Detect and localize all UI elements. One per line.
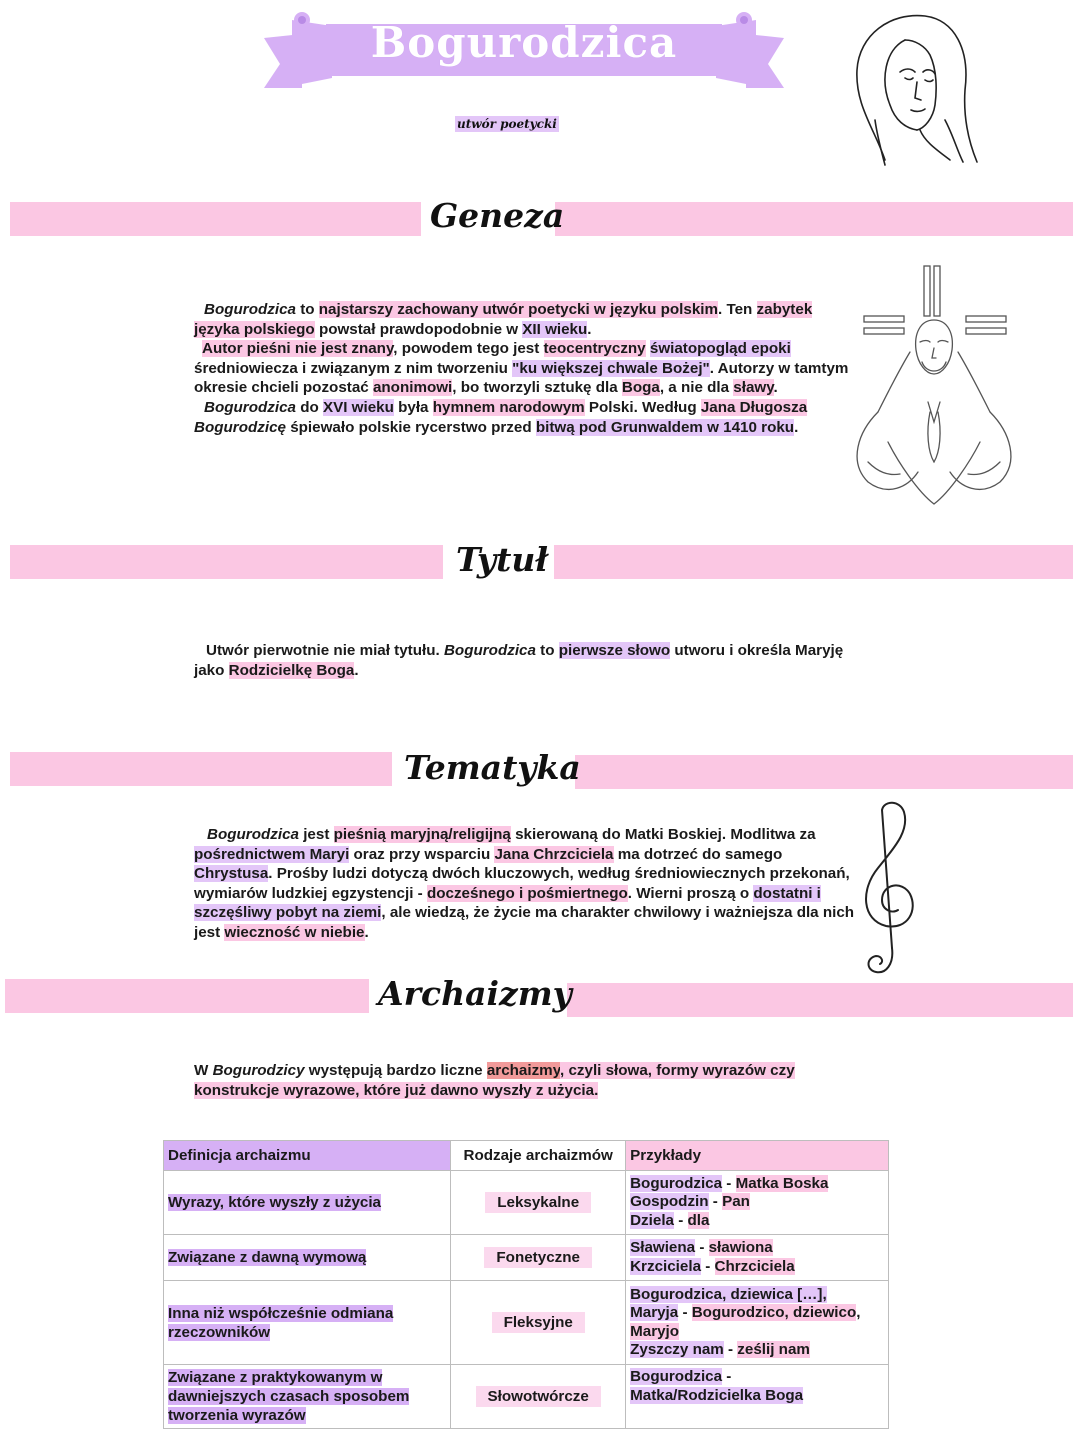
highlighted-text: Autor pieśni nie jest znany (202, 340, 394, 358)
highlighted-text: Bogurodzico, dziewico (691, 1304, 857, 1321)
tematyka-text (194, 825, 858, 943)
section-bar-right (575, 755, 1073, 789)
text-run: utworu i określa Maryję jako (194, 642, 844, 679)
definition-cell (164, 1365, 451, 1429)
text-run: oraz przy wsparciu (349, 845, 495, 863)
highlighted-text: teocentryczny (543, 340, 646, 358)
text-run: , powodem tego jest (393, 340, 544, 358)
text-run: - (722, 1174, 736, 1192)
highlighted-text: , czyli słowa, formy wyrazów czy konstrukcje wyrazowe, które już dawno wyszły z użycia. (194, 1062, 795, 1099)
text-run: . (587, 320, 592, 338)
highlighted-text: Krzciciela (630, 1257, 702, 1275)
highlighted-text: wieczność w niebie (224, 923, 365, 941)
text-run: była (393, 398, 433, 416)
example-line (630, 1212, 884, 1231)
highlighted-text: Bogurodzica (630, 1368, 723, 1385)
geneza-paragraph-3 (194, 398, 858, 437)
text-run: - (701, 1257, 715, 1275)
highlighted-text: zabytek języka polskiego (194, 301, 813, 338)
section-bar-right (554, 545, 1073, 579)
highlighted-text: Chrystusa (194, 865, 269, 883)
highlighted-text: światopogląd epoki (649, 340, 791, 358)
example-line (630, 1387, 884, 1406)
text-run: ma dotrzeć do samego (613, 845, 783, 863)
italic-title-text: Bogurodzica (204, 398, 296, 416)
kind-text: Leksykalne (485, 1192, 591, 1213)
section-bar-left (10, 752, 392, 786)
italic-title-text: Bogurodzica (204, 301, 296, 318)
example-line (630, 1175, 884, 1194)
text-run: Utwór pierwotnie nie miał tytułu. (206, 642, 444, 659)
text-run: , a nie dla (659, 379, 734, 397)
geneza-text (194, 300, 858, 437)
text-run: . (354, 661, 359, 679)
kind-cell (451, 1235, 626, 1281)
highlighted-text: najstarszy zachowany utwór poetycki w języku polskim (318, 301, 718, 318)
section-title-tematyka: Tematyka (404, 748, 581, 787)
highlighted-text: Boga (621, 379, 660, 397)
highlighted-text: anonimowi (372, 379, 453, 397)
highlighted-text: Pan (722, 1193, 750, 1211)
highlighted-text: hymnem narodowym (432, 398, 585, 416)
example-line (630, 1323, 884, 1342)
highlighted-text: "ku większej chwale Bożej" (512, 359, 710, 377)
highlighted-text: Matka/Rodzicielka Boga (630, 1386, 804, 1404)
definition-text: Związane z dawną wymową (168, 1249, 367, 1266)
highlighted-text: Sławiena (630, 1239, 696, 1256)
text-run: - (674, 1211, 688, 1229)
highlighted-text: Matka Boska (735, 1174, 829, 1192)
kind-cell (451, 1281, 626, 1365)
text-run: - (695, 1239, 709, 1256)
kind-text: Fleksyjne (492, 1312, 585, 1333)
examples-cell (626, 1281, 889, 1365)
table-header-row (164, 1141, 889, 1171)
page-title: Bogurodzica (370, 18, 678, 67)
highlighted-text: pośrednictwem Maryi (194, 845, 350, 863)
table-header-cell: Definicja archaizmu (164, 1141, 451, 1171)
mary-portrait-icon (845, 10, 985, 168)
highlighted-text: Chrzciciela (714, 1257, 795, 1275)
page-subtitle: utwór poetycki (457, 117, 557, 131)
definition-text: Wyrazy, które wyszły z użycia (168, 1194, 382, 1211)
highlighted-text: bitwą pod Grunwaldem w 1410 roku (535, 418, 795, 436)
example-line (630, 1258, 884, 1277)
highlighted-text: sławiona (708, 1239, 773, 1256)
example-line (630, 1193, 884, 1212)
example-line (630, 1304, 884, 1323)
definition-text: Związane z praktykowanym w dawniejszych czasach sposobem tworzenia wyrazów (168, 1369, 410, 1424)
italic-title-text: Bogurodzica (443, 642, 536, 659)
italic-title-text: Bogurodzica (207, 826, 299, 843)
section-title-tytul: Tytuł (456, 540, 549, 579)
example-line (630, 1368, 884, 1387)
text-run: Polski. Według (584, 398, 701, 416)
table-row (164, 1365, 889, 1429)
section-title-archaizmy: Archaizmy (378, 974, 572, 1013)
treble-clef-icon (852, 798, 924, 980)
table-header-cell: Przykłady (626, 1141, 889, 1171)
section-title-geneza: Geneza (430, 196, 565, 235)
kind-cell (451, 1171, 626, 1235)
examples-cell (626, 1171, 889, 1235)
archaizmy-text (194, 1061, 858, 1100)
tytul-paragraph-1 (194, 641, 858, 680)
text-run: . Prośby ludzi dotyczą dwóch kluczowych, według średniowiecznych przekonań, wymiarów ludzkiej egzystencji - (194, 865, 850, 902)
archaizmy-paragraph-1 (194, 1061, 858, 1100)
highlighted-text: Gospodzin (630, 1193, 709, 1211)
text-run: występują bardzo liczne (304, 1062, 487, 1079)
italic-title-text: Bogurodzicę (194, 418, 286, 436)
highlighted-text: pierwsze słowo (558, 642, 671, 659)
section-bar-left (10, 202, 421, 236)
text-run: - (678, 1304, 692, 1321)
highlighted-text: Jana Długosza (700, 398, 808, 416)
text-run: jest (298, 826, 334, 843)
highlighted-text: XII wieku (522, 320, 588, 338)
highlighted-text: archaizmy (486, 1062, 561, 1079)
definition-text: Inna niż współcześnie odmiana rzeczowników (168, 1304, 394, 1341)
tytul-text (194, 641, 858, 680)
highlighted-text: Rodzicielkę Boga (228, 661, 355, 679)
highlighted-text: Bogurodzica, dziewica […], (630, 1285, 827, 1303)
highlighted-text: XVI wieku (322, 398, 394, 416)
geneza-paragraph-1 (194, 300, 858, 339)
text-run: . (773, 379, 778, 397)
highlighted-text: Zyszczy nam (630, 1341, 724, 1358)
highlighted-text: Bogurodzica (630, 1174, 723, 1192)
section-bar-right (555, 202, 1073, 236)
table-row (164, 1171, 889, 1235)
highlighted-text: pieśnią maryjną/religijną (333, 826, 511, 843)
archaisms-table (163, 1140, 889, 1429)
highlighted-text: dla (687, 1211, 710, 1229)
text-run: śpiewało polskie rycerstwo przed (285, 418, 536, 436)
examples-cell (626, 1235, 889, 1281)
highlighted-text: docześnego i pośmiertnego (426, 884, 628, 902)
text-run: skierowaną do Matki Boskiej. Modlitwa za (510, 826, 816, 843)
definition-cell (164, 1171, 451, 1235)
jesus-cross-icon (848, 262, 1020, 508)
highlighted-text: Maryja (630, 1304, 679, 1321)
text-run: , ale wiedzą, że życie ma charakter chwilowy i ważniejsza dla nich jest (194, 904, 855, 941)
tematyka-paragraph-1 (194, 825, 858, 943)
text-run: , bo tworzyli sztukę dla (452, 379, 622, 397)
text-run: W (194, 1062, 213, 1079)
example-line (630, 1341, 884, 1360)
text-run: do (295, 398, 323, 416)
text-run: . (364, 923, 369, 941)
table-row (164, 1235, 889, 1281)
kind-cell (451, 1365, 626, 1429)
kind-text: Słowotwórcze (476, 1386, 601, 1407)
text-run: . Ten (718, 301, 757, 318)
text-run: - (722, 1368, 732, 1385)
text-run: średniowiecza i związanym z nim tworzeniu (194, 359, 513, 377)
kind-text: Fonetyczne (484, 1247, 592, 1268)
example-line (630, 1286, 884, 1305)
text-run: . Wierni proszą o (627, 884, 754, 902)
geneza-paragraph-2 (194, 339, 858, 398)
italic-title-text: Bogurodzicy (212, 1062, 305, 1079)
definition-cell (164, 1235, 451, 1281)
text-run: . Autorzy w tamtym okresie chcieli pozostać (194, 359, 849, 397)
text-run: to (535, 642, 559, 659)
highlighted-text: Dziela (630, 1211, 674, 1229)
highlighted-text: sławy (733, 379, 774, 397)
text-run: powstał prawdopodobnie w (314, 320, 523, 338)
examples-cell (626, 1365, 889, 1429)
highlighted-text: Jana Chrzciciela (494, 845, 614, 863)
text-run: , (856, 1304, 861, 1321)
highlighted-text: Maryjo (630, 1322, 680, 1340)
section-bar-left (5, 979, 369, 1013)
table-row (164, 1281, 889, 1365)
example-line (630, 1239, 884, 1258)
table-header-cell: Rodzaje archaizmów (451, 1141, 626, 1171)
text-run: - (708, 1193, 723, 1211)
section-bar-right (567, 983, 1073, 1017)
text-run: - (723, 1341, 738, 1358)
section-bar-left (10, 545, 443, 579)
highlighted-text: dostatni i szczęśliwy pobyt na ziemi (194, 884, 821, 922)
text-run: . (794, 418, 799, 436)
text-run: to (295, 301, 319, 318)
definition-cell (164, 1281, 451, 1365)
highlighted-text: ześlij nam (737, 1341, 810, 1358)
